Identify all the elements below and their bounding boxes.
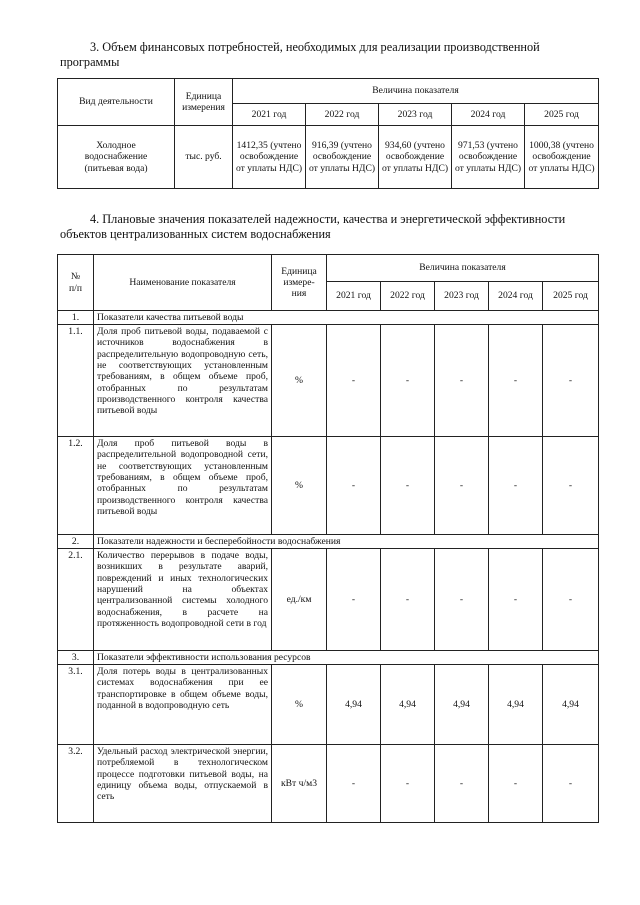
indicator-name: Доля проб питьевой воды, подаваемой с источников водоснабжения в распределительную водопроводную сеть, не соответствующих установленным требованиям, в общем объеме проб, отобранных по результатам производственного контроля качества питьевой воды [94,325,272,437]
col-unit-header: Единица измере-ния [272,255,327,311]
indicator-name: Удельный расход электрической энергии, потребляемой в технологическом процессе подготовки питьевой воды, на единицу объема воды, отпускаемой в сеть [94,745,272,823]
indicator-row [58,665,599,745]
section-title: Показатели эффективности использования ресурсов [94,651,599,665]
value-cell: - [381,549,435,651]
row-number: 2. [58,535,94,549]
value-cell: 4,94 [381,665,435,745]
unit-cell: % [272,325,327,437]
value-cell: 4,94 [435,665,489,745]
col-activity-header: Вид деятельности [58,79,175,126]
section4-heading [60,212,596,242]
section3-heading [60,40,596,70]
section-row [58,651,599,665]
indicator-row [58,549,599,651]
section3-heading-line1: 3. Объем финансовых потребностей, необходимых для реализации производственной [90,40,540,54]
financial-needs-table [57,78,599,189]
value-cell: - [435,745,489,823]
unit-cell: % [272,665,327,745]
indicators-table [57,254,599,823]
value-cell: - [543,549,599,651]
value-cell: - [381,325,435,437]
section-title: Показатели качества питьевой воды [94,311,599,325]
row-number: 3.1. [58,665,94,745]
row-number: 3.2. [58,745,94,823]
value-cell: 4,94 [489,665,543,745]
section-title: Показатели надежности и бесперебойности водоснабжения [94,535,599,549]
year-header: 2025 год [543,282,599,311]
value-cell: - [327,549,381,651]
row-number: 3. [58,651,94,665]
value-cell: - [489,325,543,437]
value-cell: - [327,745,381,823]
unit-cell: % [272,437,327,535]
section-row [58,535,599,549]
value-cell: - [489,745,543,823]
section4-heading-line1: 4. Плановые значения показателей надежности, качества и энергетической эффективности [90,212,566,226]
value-cell: - [327,325,381,437]
col-value-header: Величина показателя [327,255,599,282]
value-cell: - [327,437,381,535]
indicator-name: Доля проб питьевой воды в распределительной водопроводной сети, не соответствующих установленным требованиям, в общем объеме проб, отобранных по результатам производственного контроля качества питьевой воды [94,437,272,535]
value-cell: - [435,325,489,437]
value-cell: - [381,745,435,823]
value-cell: - [543,325,599,437]
indicator-row [58,325,599,437]
unit-cell: тыс. руб. [175,126,233,189]
value-cell: 4,94 [327,665,381,745]
section-row [58,311,599,325]
year-header: 2023 год [435,282,489,311]
value-cell: - [435,437,489,535]
indicator-row [58,745,599,823]
year-header: 2024 год [489,282,543,311]
section3-heading-line2: программы [60,55,120,69]
col-value-header: Величина показателя [233,79,599,104]
value-cell: - [435,549,489,651]
row-number: 2.1. [58,549,94,651]
indicator-row [58,437,599,535]
value-cell: - [489,437,543,535]
year-header: 2022 год [381,282,435,311]
year-header: 2022 год [306,104,379,126]
year-header: 2023 год [379,104,452,126]
value-cell: - [543,437,599,535]
row-number: 1.2. [58,437,94,535]
section4-heading-line2: объектов централизованных систем водоснабжения [60,227,331,241]
unit-cell: ед./км [272,549,327,651]
indicator-name: Доля потерь воды в централизованных системах водоснабжения при ее транспортировке в общем объеме воды, поданной в водопроводную сеть [94,665,272,745]
value-cell: 4,94 [543,665,599,745]
row-number: 1. [58,311,94,325]
year-header: 2025 год [525,104,599,126]
unit-cell: кВт ч/м3 [272,745,327,823]
value-cell: 1412,35 (учтено освобождение от уплаты НДС) [233,126,306,189]
value-cell: 934,60 (учтено освобождение от уплаты НДС) [379,126,452,189]
value-cell: 916,39 (учтено освобождение от уплаты НДС) [306,126,379,189]
value-cell: - [381,437,435,535]
value-cell: 971,53 (учтено освобождение от уплаты НДС) [452,126,525,189]
value-cell: 1000,38 (учтено освобождение от уплаты НДС) [525,126,599,189]
year-header: 2021 год [327,282,381,311]
value-cell: - [489,549,543,651]
col-unit-header: Единица измерения [175,79,233,126]
col-name-header: Наименование показателя [94,255,272,311]
year-header: 2021 год [233,104,306,126]
year-header: 2024 год [452,104,525,126]
value-cell: - [543,745,599,823]
indicator-name: Количество перерывов в подаче воды, возникших в результате аварий, повреждений и иных технологических нарушений на объектах централизованной системы холодного водоснабжения, в расчете на протяженность водопроводной сети в год [94,549,272,651]
col-no-header: № п/п [58,255,94,311]
row-number: 1.1. [58,325,94,437]
activity-cell: Холодное водоснабжение (питьевая вода) [58,126,175,189]
